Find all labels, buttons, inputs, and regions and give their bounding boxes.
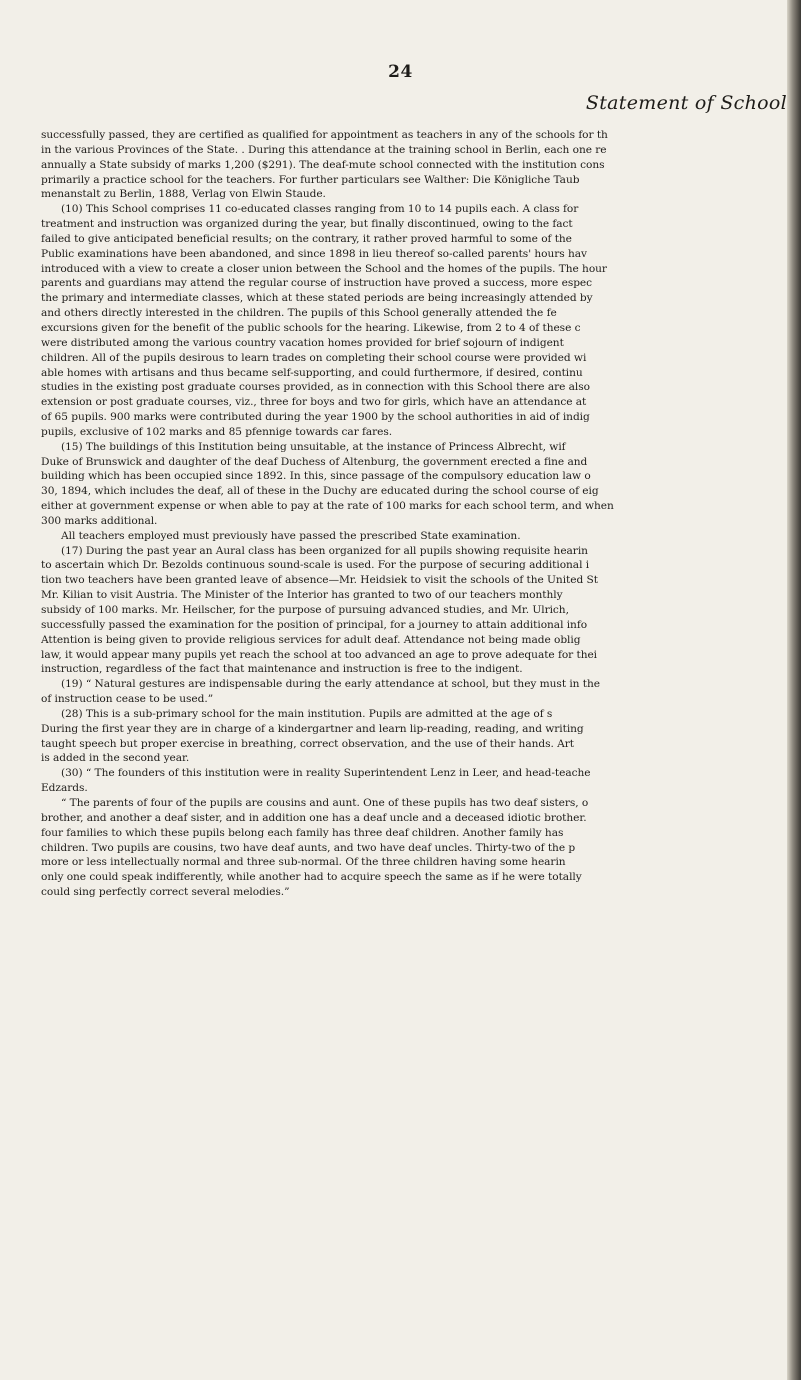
- running-head: Statement of School: [585, 92, 787, 114]
- text-line: able homes with artisans and thus became self-supporting, and could furthermore, if desired, continu: [41, 366, 583, 379]
- body-text: [41, 128, 786, 900]
- text-line: primarily a practice school for the teachers. For further particulars see Walther: Die Königliche Taub: [41, 173, 580, 186]
- text-line: (30) “ The founders of this institution were in reality Superintendent Lenz in Leer, and head-teache: [61, 767, 591, 780]
- text-line: is added in the second year.: [41, 752, 190, 765]
- page-binding-edge: [787, 0, 801, 1380]
- text-line: of instruction cease to be used.”: [41, 693, 214, 706]
- text-line: more or less intellectually normal and three sub-normal. Of the three children having some hearin: [41, 856, 566, 869]
- text-line: excursions given for the benefit of the public schools for the hearing. Likewise, from 2 to 4 of these c: [41, 321, 581, 334]
- text-line: in the various Provinces of the State. . During this attendance at the training school in Berlin, each one re: [41, 143, 607, 156]
- text-line: Public examinations have been abandoned, and since 1898 in lieu thereof so-called parents' hours hav: [41, 247, 587, 260]
- text-line: Duke of Brunswick and daughter of the deaf Duchess of Altenburg, the government erected a fine and: [41, 455, 588, 468]
- page-number: 24: [388, 62, 413, 82]
- text-line: brother, and another a deaf sister, and in addition one has a deaf uncle and a deceased idiotic brother.: [41, 811, 587, 824]
- text-line: of 65 pupils. 900 marks were contributed during the year 1900 by the school authorities in aid of indig: [41, 411, 590, 424]
- text-line: annually a State subsidy of marks 1,200 ($291). The deaf-mute school connected with the institution cons: [41, 158, 605, 171]
- text-line: (17) During the past year an Aural class has been organized for all pupils showing requisite hearin: [61, 544, 588, 557]
- text-line: studies in the existing post graduate courses provided, as in connection with this School there are also: [41, 381, 590, 394]
- text-line: four families to which these pupils belong each family has three deaf children. Another family has: [41, 826, 564, 839]
- text-line: successfully passed, they are certified as qualified for appointment as teachers in any of the schools for th: [41, 129, 608, 141]
- text-line: During the first year they are in charge of a kindergartner and learn lip-reading, reading, and writing: [41, 722, 584, 735]
- text-line: either at government expense or when able to pay at the rate of 100 marks for each school term, and when: [41, 500, 614, 513]
- text-line: 300 marks additional.: [41, 514, 158, 527]
- text-line: Edzards.: [41, 782, 88, 795]
- text-line: subsidy of 100 marks. Mr. Heilscher, for the purpose of pursuing advanced studies, and Mr. Ulrich,: [41, 604, 569, 616]
- text-line: 30, 1894, which includes the deaf, all of these in the Duchy are educated during the school course of eig: [41, 485, 599, 498]
- text-line: (28) This is a sub-primary school for the main institution. Pupils are admitted at the age of s: [61, 707, 553, 720]
- text-line: tion two teachers have been granted leave of absence—Mr. Heidsiek to visit the schools of the United St: [41, 574, 598, 587]
- text-line: pupils, exclusive of 102 marks and 85 pfennige towards car fares.: [41, 425, 393, 438]
- text-line: (10) This School comprises 11 co-educated classes ranging from 10 to 14 pupils each. A class for: [61, 203, 579, 216]
- text-line: law, it would appear many pupils yet reach the school at too advanced an age to prove adequate for thei: [41, 648, 598, 661]
- text-line: “ The parents of four of the pupils are cousins and aunt. One of these pupils has two deaf sisters, o: [61, 796, 589, 809]
- text-line: building which has been occupied since 1892. In this, since passage of the compulsory education law o: [41, 470, 591, 483]
- text-line: the primary and intermediate classes, which at these stated periods are being increasingly attended by: [41, 292, 593, 305]
- text-line: Mr. Kilian to visit Austria. The Minister of the Interior has granted to two of our teachers monthly: [41, 589, 563, 602]
- text-line: could sing perfectly correct several melodies.”: [41, 886, 290, 899]
- text-line: children. Two pupils are cousins, two have deaf aunts, and two have deaf uncles. Thirty-two of the p: [41, 841, 576, 854]
- text-line: All teachers employed must previously have passed the prescribed State examination.: [61, 529, 521, 542]
- text-line: parents and guardians may attend the regular course of instruction have proved a success, more espec: [41, 277, 593, 290]
- text-line: treatment and instruction was organized during the year, but finally discontinued, owing to the fact: [41, 218, 573, 231]
- text-line: to ascertain which Dr. Bezolds continuous sound-scale is used. For the purpose of securing additional i: [41, 559, 590, 572]
- text-line: instruction, regardless of the fact that maintenance and instruction is free to the indigent.: [41, 663, 523, 676]
- text-line: only one could speak indifferently, while another had to acquire speech the same as if he were totally: [41, 871, 582, 884]
- text-line: Attention is being given to provide religious services for adult deaf. Attendance not being made oblig: [41, 633, 581, 646]
- text-line: and others directly interested in the children. The pupils of this School generally attended the fe: [41, 307, 557, 320]
- text-line: children. All of the pupils desirous to learn trades on completing their school course were provided wi: [41, 351, 587, 364]
- text-line: introduced with a view to create a closer union between the School and the homes of the pupils. The hour: [41, 262, 607, 275]
- text-line: (19) “ Natural gestures are indispensable during the early attendance at school, but they must in the: [61, 678, 600, 691]
- text-line: menanstalt zu Berlin, 1888, Verlag von Elwin Staude.: [41, 188, 326, 201]
- text-line: (15) The buildings of this Institution being unsuitable, at the instance of Princess Albrecht, wif: [61, 440, 566, 453]
- text-line: taught speech but proper exercise in breathing, correct observation, and the use of their hands. Art: [41, 737, 574, 750]
- text-line: failed to give anticipated beneficial results; on the contrary, it rather proved harmful to some of the: [41, 232, 572, 245]
- text-line: were distributed among the various country vacation homes provided for brief sojourn of indigent: [41, 336, 564, 349]
- text-line: extension or post graduate courses, viz., three for boys and two for girls, which have an attendance at: [41, 396, 587, 409]
- text-line: successfully passed the examination for the position of principal, for a journey to attain additional info: [41, 618, 588, 631]
